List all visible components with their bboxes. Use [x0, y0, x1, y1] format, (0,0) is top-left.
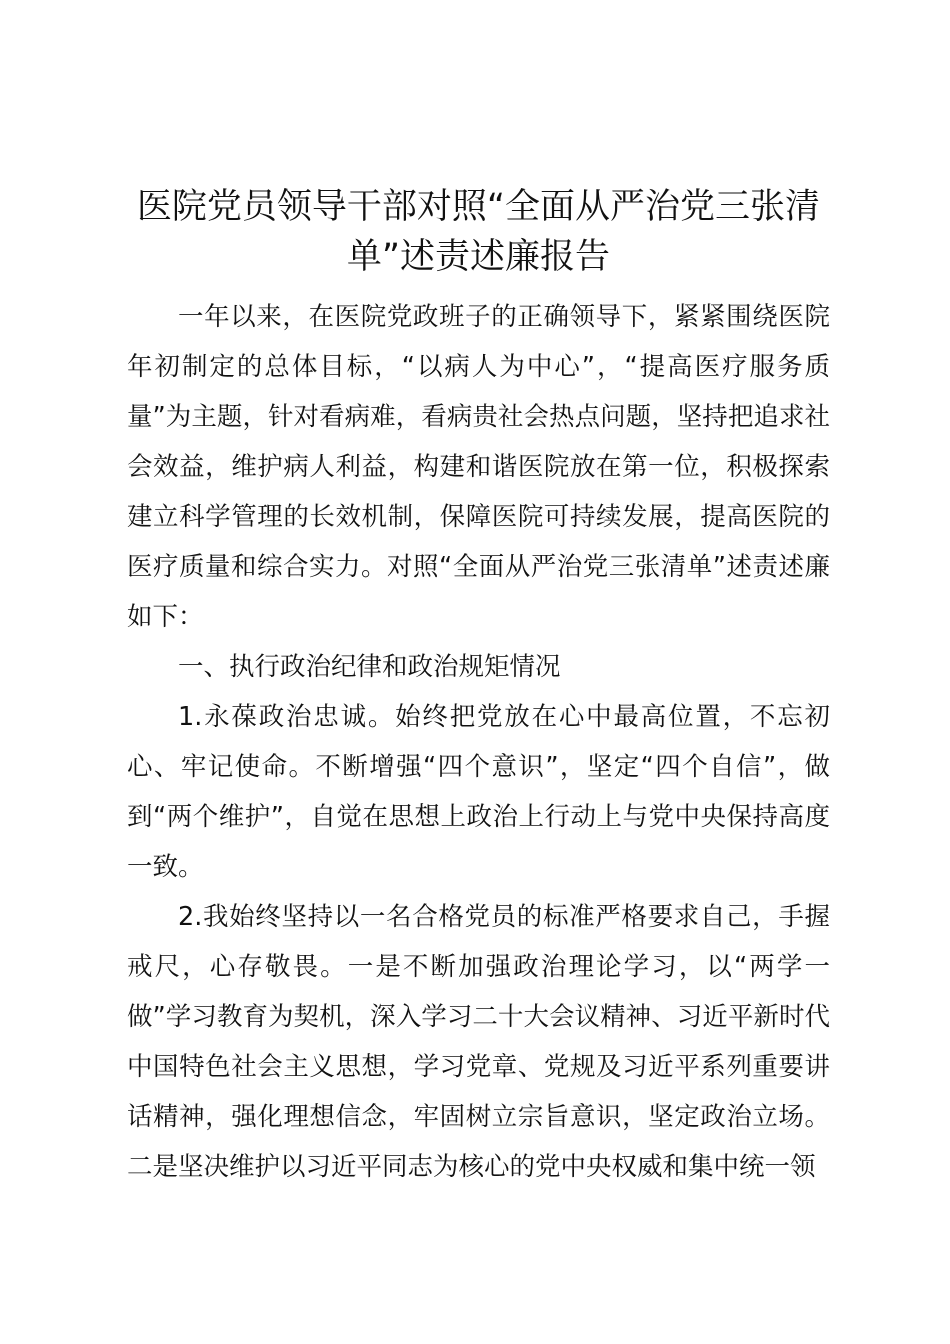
section-heading-1: 一、执行政治纪律和政治规矩情况 — [178, 652, 561, 682]
paragraph-item-1: 1.永葆政治忠诚。始终把党放在心中最高位置，不忘初心、牢记使命。不断增强“四个意识”，坚定“四个自信”，做到“两个维护”，自觉在思想上政治上行动上与党中央保持高度一致。 — [127, 702, 830, 882]
paragraph-intro: 一年以来，在医院党政班子的正确领导下，紧紧围绕医院年初制定的总体目标，“以病人为中心”，“提高医疗服务质量”为主题，针对看病难，看病贵社会热点问题，坚持把追求社会效益，维护病人利益，构建和谐医院放在第一位，积极探索建立科学管理的长效机制，保障医院可持续发展，提高医院的医疗质量和综合实力。对照“全面从严治党三张清单”述责述廉如下： — [127, 302, 830, 632]
document-title: 医院党员领导干部对照“全面从严治党三张清单”述责述廉报告 — [136, 187, 821, 277]
document-body — [127, 292, 830, 1192]
paragraph-item-2: 2.我始终坚持以一名合格党员的标准严格要求自己，手握戒尺，心存敬畏。一是不断加强政治理论学习，以“两学一做”学习教育为契机，深入学习二十大会议精神、习近平新时代中国特色社会主义思想，学习党章、党规及习近平系列重要讲话精神，强化理想信念，牢固树立宗旨意识，坚定政治立场。二是坚决维护以习近平同志为核心的党中央权威和集中统一领 — [127, 902, 830, 1182]
